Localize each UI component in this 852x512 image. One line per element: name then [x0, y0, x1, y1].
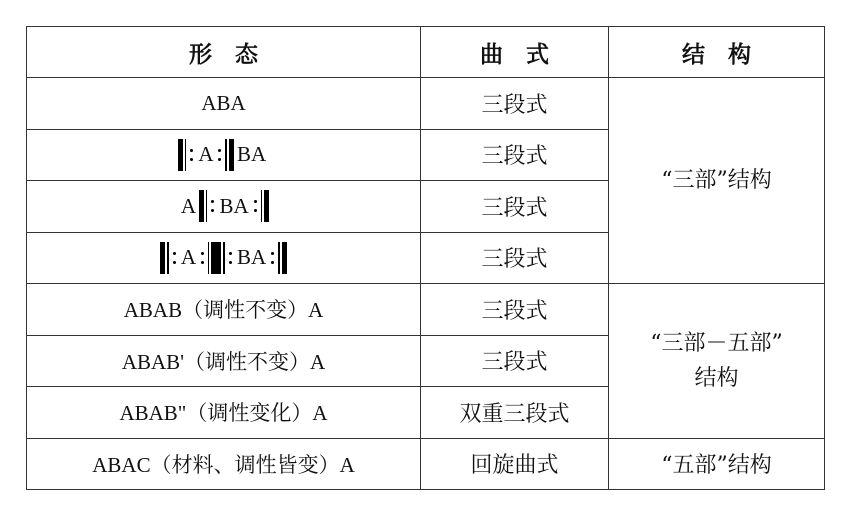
form-segment: BA [236, 245, 267, 270]
structure-cell-three-five-part [609, 284, 825, 439]
repeat-end-sign [199, 242, 217, 274]
repeat-start-sign [199, 190, 217, 222]
form-segment: BA [219, 193, 249, 218]
repeat-end-sign [269, 242, 287, 274]
header-form: 形 态 [27, 27, 421, 78]
repeat-end-sign [216, 139, 234, 171]
structure-cell-three-part: “三部”结构 [609, 78, 825, 284]
header-row [27, 27, 825, 78]
style-cell: 三段式 [421, 129, 609, 181]
style-cell: 三段式 [421, 335, 609, 387]
repeat-start-sign [160, 242, 178, 274]
header-style: 曲 式 [421, 27, 609, 78]
form-segment: A [198, 142, 214, 167]
form-cell [27, 181, 421, 233]
structure-line: 结构 [694, 365, 739, 391]
table-row [27, 438, 825, 490]
form-segment: BA [236, 142, 267, 167]
style-cell: 双重三段式 [421, 387, 609, 439]
style-cell: 三段式 [421, 78, 609, 130]
table-row [27, 284, 825, 336]
structure-cell-five-part: “五部”结构 [609, 438, 825, 490]
form-cell [27, 232, 421, 284]
form-cell: ABAB'（调性不变）A [27, 335, 421, 387]
form-cell: ABAB"（调性变化）A [27, 387, 421, 439]
style-cell: 三段式 [421, 181, 609, 233]
repeat-end-sign [252, 190, 270, 222]
structure-line: “三部－五部” [650, 330, 783, 356]
header-structure: 结 构 [609, 27, 825, 78]
style-cell: 三段式 [421, 284, 609, 336]
musical-form-table [26, 26, 825, 490]
style-cell: 回旋曲式 [421, 438, 609, 490]
form-cell [27, 129, 421, 181]
form-cell: ABA [27, 78, 421, 130]
repeat-start-sign [178, 139, 196, 171]
style-cell: 三段式 [421, 232, 609, 284]
form-segment: A [180, 245, 196, 270]
form-cell: ABAB（调性不变）A [27, 284, 421, 336]
table-row [27, 78, 825, 130]
form-segment: A [180, 193, 196, 218]
form-cell: ABAC（材料、调性皆变）A [27, 438, 421, 490]
repeat-start-sign [216, 242, 234, 274]
